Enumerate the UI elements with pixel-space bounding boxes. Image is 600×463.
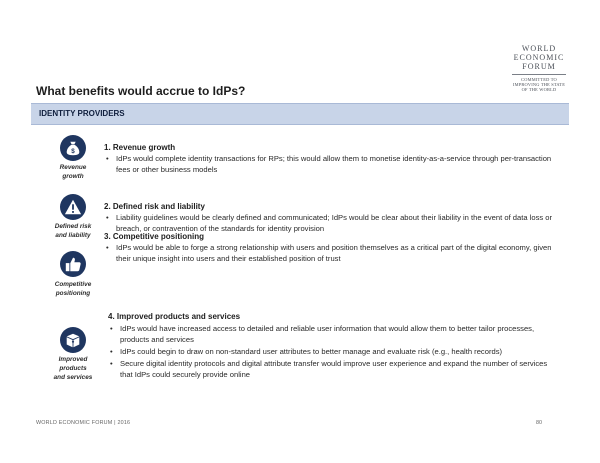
- footer-text: WORLD ECONOMIC FORUM | 2016: [36, 420, 131, 426]
- benefit-3-icon-label: Competitive positioning: [54, 281, 92, 297]
- money-bag-icon: [60, 135, 86, 161]
- benefit-1-icon-label: Revenue growth: [59, 164, 87, 180]
- benefit-4-bullet-1: • IdPs would have increased access to detailed and reliable user information that would allow them to better tailor processes, products and services: [120, 323, 560, 345]
- logo-tagline-1: COMMITTED TO: [521, 77, 557, 82]
- benefit-3-title: 3. Competitive positioning: [104, 232, 205, 241]
- benefit-3-bullet-1: • IdPs would be able to forge a strong relationship with users and position themselves as a critical part of the digital economy, given their unique insight into users and their established position of trust: [116, 242, 556, 264]
- benefit-1-bullet-1: • IdPs would complete identity transactions for RPs; this would allow them to monetise identity-as-a-service through per-transaction fees or other business models: [116, 153, 556, 175]
- logo-tagline-2: IMPROVING THE STATE: [512, 82, 566, 87]
- benefit-4-title: 4. Improved products and services: [108, 312, 241, 321]
- benefit-4-bullet-3: • Secure digital identity protocols and digital attribute transfer would improve user experience and expand the number of services that IdPs could securely provide online: [120, 358, 560, 380]
- warning-icon: [60, 194, 86, 220]
- benefit-1-title: 1. Revenue growth: [104, 143, 176, 152]
- logo-line-forum: FORUM: [522, 62, 556, 71]
- page-number: 80: [536, 420, 542, 426]
- product-box-icon: [60, 327, 86, 353]
- logo-tagline-3: OF THE WORLD: [521, 87, 557, 92]
- section-band-label: IDENTITY PROVIDERS: [39, 109, 125, 118]
- section-band: [31, 103, 569, 125]
- benefit-2-bullet-1: • Liability guidelines would be clearly defined and communicated; IdPs would be clear about their liability in the event of data loss or breach, or contravention of the standards for identity provision: [116, 212, 556, 234]
- benefit-2-icon-label: Defined risk and liability: [54, 223, 92, 239]
- svg-text:$: $: [71, 147, 75, 155]
- logo-line-world: WORLD: [521, 44, 557, 53]
- world-economic-forum-logo: [503, 44, 575, 92]
- benefit-4-bullet-2: • IdPs could begin to draw on non-standard user attributes to better manage and evaluate risk (e.g., health records): [120, 346, 560, 357]
- logo-line-economic: ECONOMIC: [513, 53, 565, 62]
- benefit-2-title: 2. Defined risk and liability: [104, 202, 205, 211]
- page-title: What benefits would accrue to IdPs?: [36, 84, 246, 98]
- benefit-4-icon-label: Improved products and services: [53, 356, 93, 381]
- thumbs-up-icon: [60, 251, 86, 277]
- logo-divider: [512, 74, 566, 75]
